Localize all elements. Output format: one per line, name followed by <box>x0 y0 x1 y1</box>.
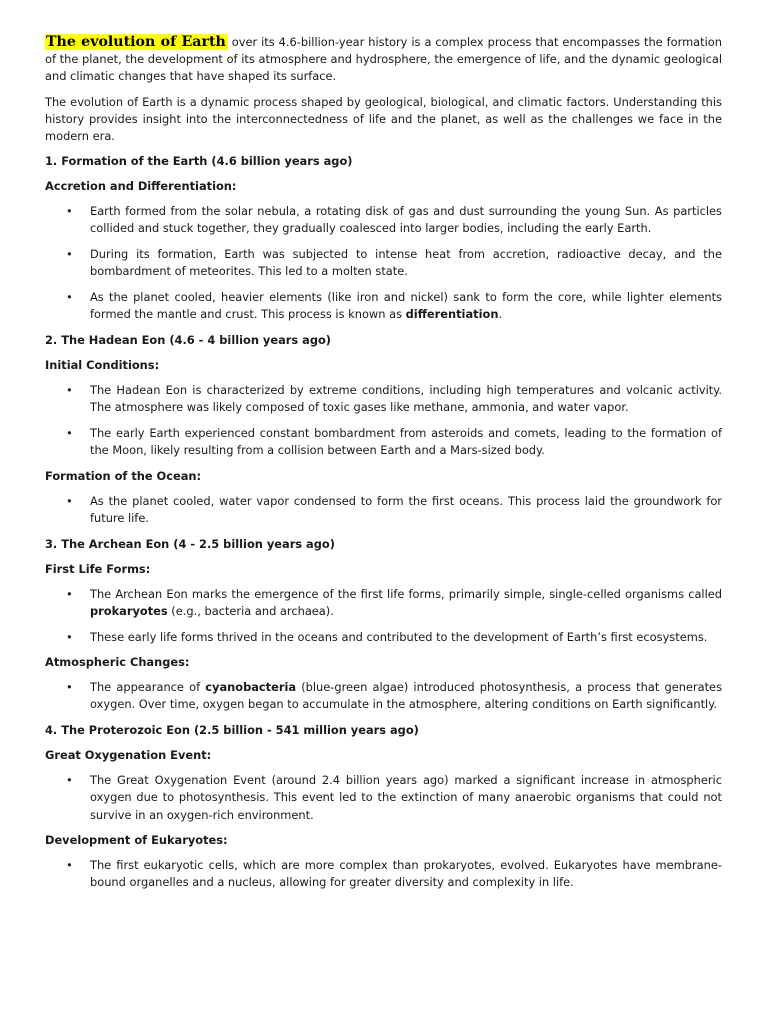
list-item-text: During its formation, Earth was subjected to intense heat from accretion, radioactive decay, and the bombardment of meteorites. This led to a molten state. <box>90 247 722 279</box>
document-title-highlighted: The evolution of Earth <box>46 34 226 50</box>
subheading-initial-conditions: Initial Conditions: <box>45 357 160 372</box>
term-differentiation: differentiation <box>405 307 499 322</box>
subheading-atmospheric-changes: Atmospheric Changes: <box>45 655 190 670</box>
bullet-icon: • <box>66 204 73 219</box>
list-item <box>45 289 722 323</box>
bullet-icon: • <box>66 425 73 440</box>
bullet-icon: • <box>66 629 73 644</box>
subheading-eukaryotes: Development of Eukaryotes: <box>45 833 228 848</box>
list-item <box>45 586 722 620</box>
list-item-text: The Great Oxygenation Event (around 2.4 billion years ago) marked a significant increase in atmospheric oxygen due to photosynthesis. This event led to the extinction of many anaerobic organisms that could not survive in an oxygen-rich environment. <box>90 773 722 822</box>
bullet-list-eukaryotes <box>45 857 722 891</box>
bullet-icon: • <box>66 290 73 305</box>
bullet-icon: • <box>66 773 73 788</box>
list-item <box>45 203 722 237</box>
list-item-text-end: . <box>498 307 503 322</box>
bullet-list-first-life <box>45 586 722 646</box>
list-item <box>45 425 722 459</box>
list-item <box>45 772 722 824</box>
bullet-icon: • <box>66 493 73 508</box>
list-item <box>45 629 722 646</box>
intro-paragraph-2: The evolution of Earth is a dynamic process shaped by geological, biological, and climatic factors. Understanding this history provides insight into the interconnectedness of life and the planet, as well as the challenges we face in the modern era. <box>45 94 722 144</box>
list-item-text: As the planet cooled, heavier elements (like iron and nickel) sank to form the core, while lighter elements formed the mantle and crust. This process is known as <box>90 290 722 322</box>
list-item <box>45 246 722 280</box>
bullet-list-oxygenation <box>45 772 722 824</box>
list-item <box>45 679 722 713</box>
section-heading-formation: 1. Formation of the Earth (4.6 billion years ago) <box>45 154 353 169</box>
list-item-text-end: (e.g., bacteria and archaea). <box>167 603 334 618</box>
subheading-first-life: First Life Forms: <box>45 561 151 576</box>
bullet-icon: • <box>66 858 73 873</box>
list-item-text: These early life forms thrived in the oceans and contributed to the development of Earth’s first ecosystems. <box>90 629 708 644</box>
subheading-formation-ocean: Formation of the Ocean: <box>45 468 202 483</box>
list-item-text: As the planet cooled, water vapor condensed to form the first oceans. This process laid the groundwork for future life. <box>90 493 722 525</box>
list-item-text: The Archean Eon marks the emergence of the first life forms, primarily simple, single-celled organisms called <box>90 586 722 601</box>
bullet-icon: • <box>66 382 73 397</box>
list-item-text-end: (blue-green algae) introduced photosynthesis, a process that generates oxygen. Over time, oxygen began to accumulate in the atmosphere, altering conditions on Earth significantly. <box>90 680 722 712</box>
term-cyanobacteria: cyanobacteria <box>205 680 297 695</box>
intro-paragraph <box>45 34 722 86</box>
document-page <box>45 34 722 900</box>
bullet-icon: • <box>66 680 73 695</box>
subheading-great-oxygenation: Great Oxygenation Event: <box>45 748 212 763</box>
list-item-text: Earth formed from the solar nebula, a rotating disk of gas and dust surrounding the young Sun. As particles collided and stuck together, they gradually coalesced into larger bodies, including the early Earth. <box>90 204 722 236</box>
bullet-icon: • <box>66 586 73 601</box>
list-item-text: The appearance of <box>90 680 206 695</box>
list-item <box>45 382 722 416</box>
bullet-list-atmospheric <box>45 679 722 713</box>
list-item <box>45 857 722 891</box>
section-heading-hadean: 2. The Hadean Eon (4.6 - 4 billion years ago) <box>45 332 332 347</box>
list-item-text: The first eukaryotic cells, which are more complex than prokaryotes, evolved. Eukaryotes have membrane-bound organelles and a nucleus, allowing for greater diversity and complexity in life. <box>90 858 722 890</box>
section-heading-archean: 3. The Archean Eon (4 - 2.5 billion years ago) <box>45 536 335 551</box>
list-item-text: The Hadean Eon is characterized by extreme conditions, including high temperatures and volcanic activity. The atmosphere was likely composed of toxic gases like methane, ammonia, and water vapor. <box>90 382 722 415</box>
bullet-icon: • <box>66 247 73 262</box>
bullet-list-ocean <box>45 493 722 527</box>
term-prokaryotes: prokaryotes <box>90 603 168 618</box>
subheading-accretion: Accretion and Differentiation: <box>45 179 237 194</box>
list-item-text: The early Earth experienced constant bombardment from asteroids and comets, leading to the formation of the Moon, likely resulting from a collision between Earth and a Mars-sized body. <box>90 425 722 458</box>
list-item <box>45 493 722 527</box>
bullet-list-accretion <box>45 203 722 323</box>
bullet-list-initial-conditions <box>45 382 722 459</box>
intro-text: over its 4.6-billion-year history is a complex process that encompasses the formation of the planet, the development of its atmosphere and hydrosphere, the emergence of life, and the dynamic geological and climatic changes that have shaped its surface. <box>45 35 722 84</box>
section-heading-proterozoic: 4. The Proterozoic Eon (2.5 billion - 541 million years ago) <box>45 723 419 738</box>
